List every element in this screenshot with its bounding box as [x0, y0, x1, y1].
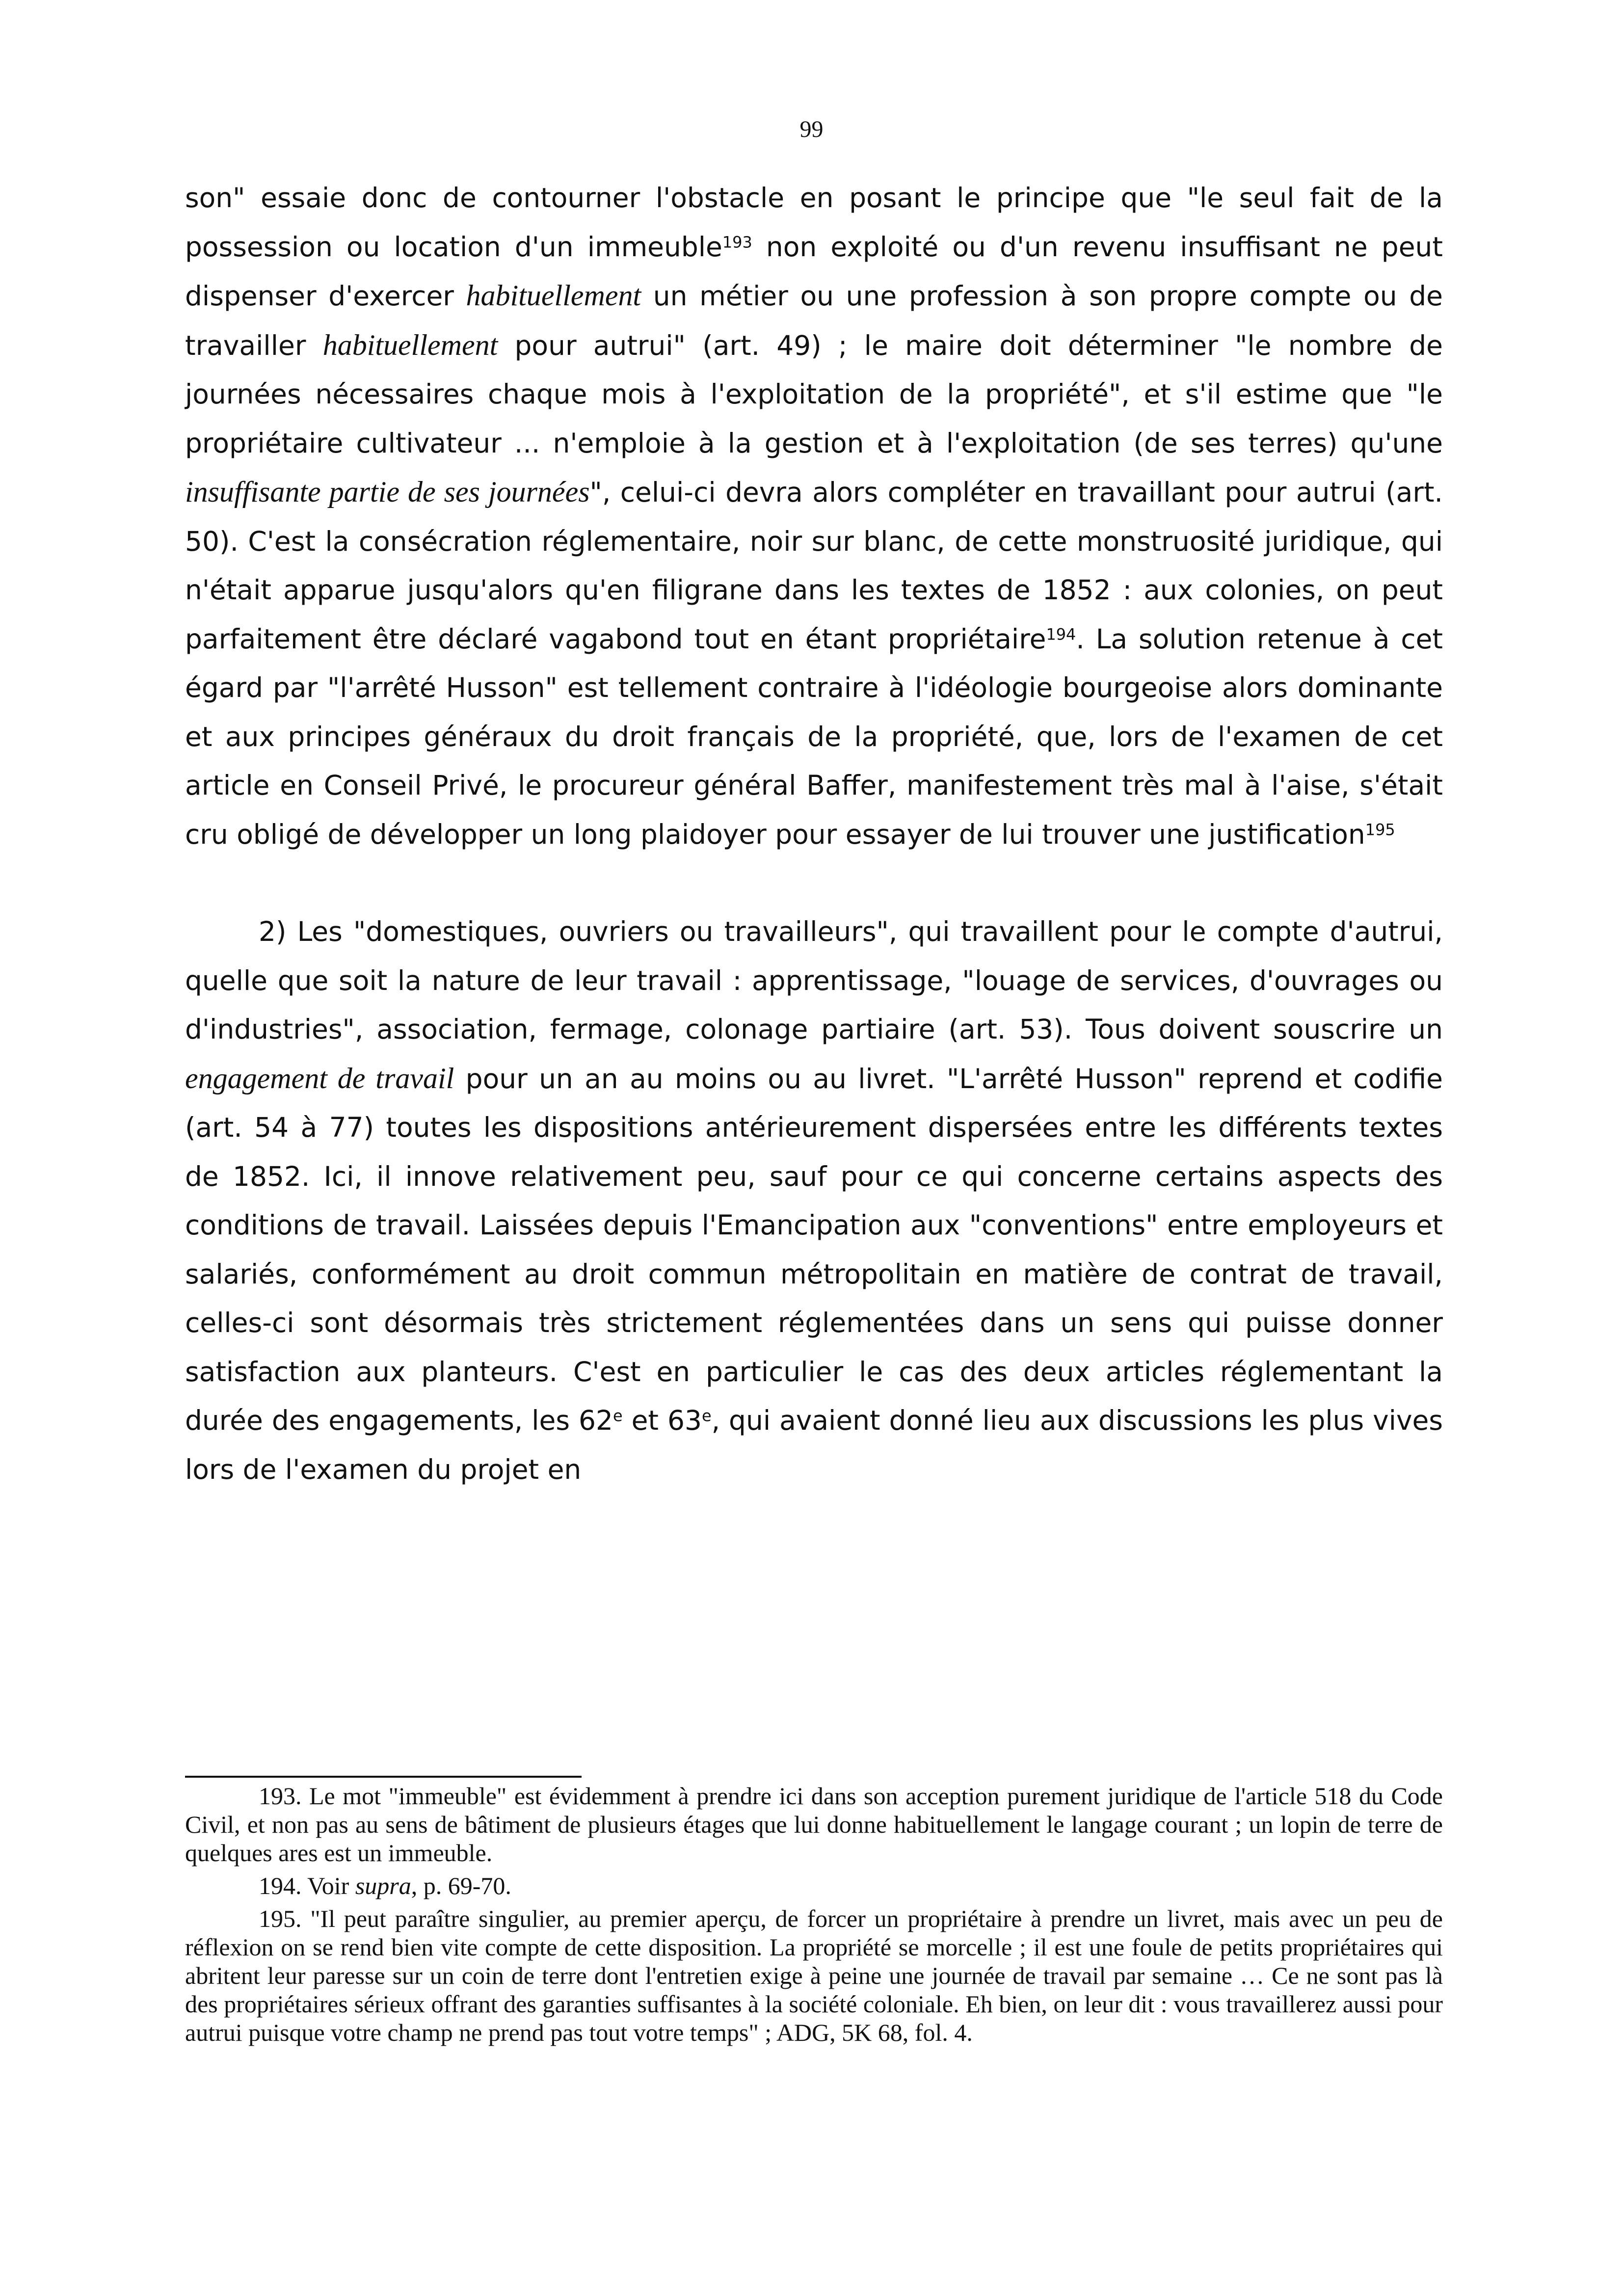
text-run: et 63	[622, 1405, 702, 1436]
text-run: son" essaie donc de contourner l'obstacle en posant le principe que "le seul fait de la possession ou location d'un immeuble	[185, 182, 1443, 263]
text-run: 2) Les "domestiques, ouvriers ou travailleurs", qui travaillent pour le compte d'autrui, quelle que soit la nature de leur travail : apprentissage, "louage de services, d'ouvrages ou d'industries", association, fermage, colonage partiaire (art. 53). Tous doivent souscrire un	[185, 916, 1443, 1045]
text-run: . La solution retenue à cet égard par "l'arrêté Husson" est tellement contraire à l'idéologie bourgeoise alors dominante et aux principes généraux du droit français de la propriété, que, lors de l'examen de cet article en Conseil Privé, le procureur général Baffer, manifestement très mal à l'aise, s'était cru obligé de développer un long plaidoyer pour essayer de lui trouver une justification	[185, 623, 1443, 850]
footnote-ref-193: 193	[722, 232, 752, 251]
footnote-text: , p. 69-70.	[411, 1872, 511, 1899]
text-run: ", celui-ci devra alors compléter en travaillant pour autrui (art. 50). C'est la consécration réglementaire, noir sur blanc, de cette monstruosité juridique, qui n'était apparue jusqu'alors qu'en filigrane dans les textes de 1852 : aux colonies, on peut parfaitement être déclaré vagabond tout en étant propriétaire	[185, 477, 1443, 655]
text-run: pour autrui" (art. 49) ; le maire doit déterminer "le nombre de journées nécessaires chaque mois à l'exploitation de la propriété", et s'il estime que "le propriétaire cultivateur ... n'emploie à la gestion et à l'exploitation (de ses terres) qu'une	[185, 329, 1443, 459]
footnote-text: 193. Le mot "immeuble" est évidemment à prendre ici dans son acception purement juridique de l'article 518 du Code Civil, et non pas au sens de bâtiment de plusieurs étages que lui donne habituellement le langage courant ; un lopin de terre de quelques ares est un immeuble.	[185, 1782, 1443, 1867]
footnote-ref-194: 194	[1046, 624, 1076, 643]
text-run: non exploité ou d'un revenu insuffisant ne peut dispenser d'exercer	[185, 231, 1443, 312]
text-run: , qui avaient donné lieu aux discussions les plus vives lors de l'examen du projet en	[185, 1405, 1443, 1485]
ordinal-superscript: e	[612, 1406, 623, 1425]
italic-run: habituellement	[322, 328, 498, 361]
paragraph-1	[185, 174, 1443, 859]
ordinal-superscript: e	[701, 1406, 712, 1425]
paragraph-2	[185, 908, 1443, 1494]
footnote-195	[185, 1904, 1443, 2047]
footnote-193	[185, 1782, 1443, 1867]
footnote-text: 194. Voir	[259, 1872, 355, 1899]
text-run: pour un an au moins ou au livret. "L'arrêté Husson" reprend et codifie (art. 54 à 77) toutes les dispositions antérieurement dispersées entre les différents textes de 1852. Ici, il innove relativement peu, sauf pour ce qui concerne certains aspects des conditions de travail. Laissées depuis l'Emancipation aux "conventions" entre employeurs et salariés, conformément au droit commun métropolitain en matière de contrat de travail, celles-ci sont désormais très strictement réglementées dans un sens qui puisse donner satisfaction aux planteurs. C'est en particulier le cas des deux articles réglementant la durée des engagements, les 62	[185, 1063, 1443, 1436]
italic-run: supra	[355, 1872, 411, 1899]
footnote-divider	[185, 1776, 582, 1778]
footnote-text: 195. "Il peut paraître singulier, au premier aperçu, de forcer un propriétaire à prendre un livret, mais avec un peu de réflexion on se rend bien vite compte de cette disposition. La propriété se morcelle ; il est une foule de petits propriétaires qui abritent leur paresse sur un coin de terre dont l'entretien exige à peine une journée de travail par semaine … Ce ne sont pas là des propriétaires sérieux offrant des garanties suffisantes à la société coloniale. Eh bien, on leur dit : vous travaillerez aussi pour autrui puisque votre champ ne prend pas tout votre temps" ; ADG, 5K 68, fol. 4.	[185, 1905, 1443, 2046]
page-number: 99	[799, 116, 824, 142]
footnote-194	[185, 1871, 1443, 1900]
footnote-ref-195: 195	[1365, 820, 1395, 839]
italic-run: engagement de travail	[185, 1062, 454, 1095]
body-text	[185, 174, 1443, 1494]
italic-run: habituellement	[466, 279, 641, 312]
footnotes	[185, 1782, 1443, 2051]
italic-run: insuffisante partie de ses journées	[185, 476, 590, 508]
text-run: un métier ou une profession à son propre compte ou de travailler	[185, 280, 1443, 361]
